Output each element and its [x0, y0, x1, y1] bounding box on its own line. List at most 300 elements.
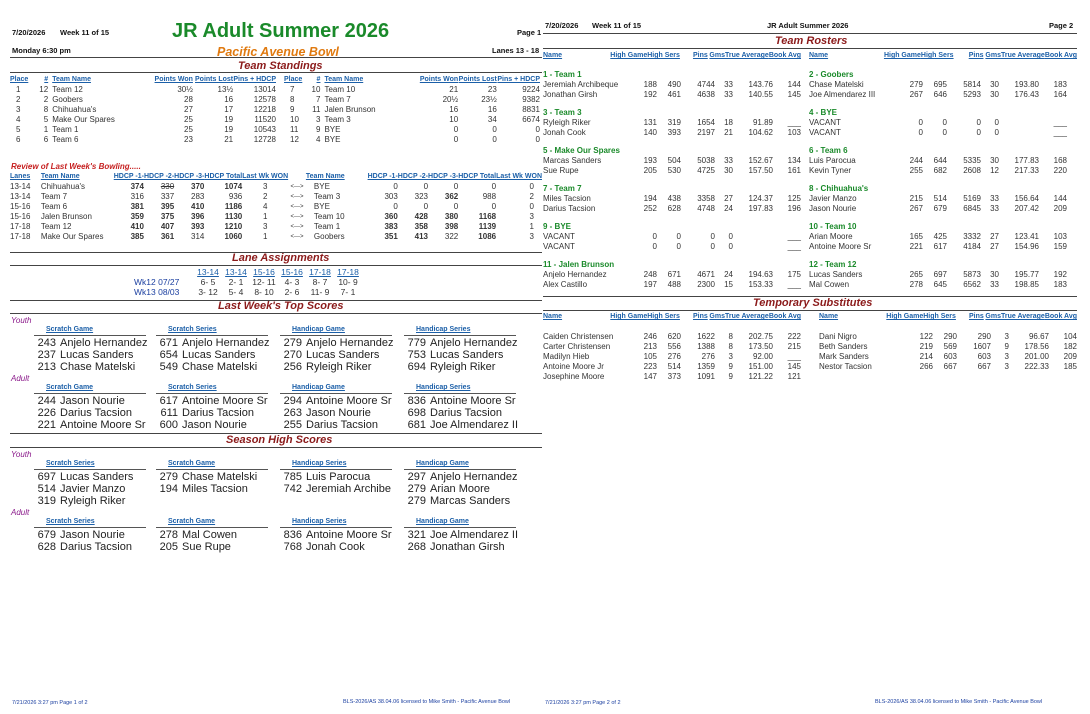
pins-cell: 2608: [963, 166, 981, 175]
score-value: 270: [283, 349, 302, 361]
pins-hdcp-cell: 10543: [253, 125, 276, 134]
place-cell: 11: [290, 125, 299, 134]
score-column-header: Scratch Game: [168, 460, 216, 467]
pins-cell: 1654: [697, 118, 715, 127]
games-cell: 30: [990, 80, 999, 89]
score-value: 697: [37, 471, 56, 483]
matchup-cell: 7- 1: [340, 287, 356, 297]
player-row: [809, 166, 1067, 176]
place-cell: 1: [16, 85, 21, 94]
pins-hdcp-cell: 9224: [522, 85, 540, 94]
team-number-cell: 11: [312, 105, 321, 114]
review-row: [10, 202, 542, 212]
opp-game-3-cell: 322: [444, 232, 459, 241]
player-name-cell: Carter Christensen: [543, 342, 611, 351]
roster-spacer: [809, 176, 1077, 184]
pins-hdcp-cell: 12218: [253, 105, 276, 114]
score-entry: [156, 407, 254, 419]
true-average-cell: 193.80: [1014, 80, 1039, 89]
standings-row: [10, 105, 276, 115]
youth-label: Youth: [11, 316, 32, 325]
true-average-cell: 104.62: [748, 128, 773, 137]
lanes-label: Lanes 13 - 18: [492, 46, 540, 55]
pins-cell: 4671: [697, 270, 715, 279]
lane-pair-header: 13-14: [225, 267, 247, 277]
high-series-cell: 514: [933, 194, 947, 203]
points-lost-cell: 19: [224, 125, 234, 134]
standings-title: Team Standings: [238, 60, 323, 72]
opp-game-2-cell: 428: [414, 212, 429, 221]
place-cell: 10: [290, 115, 299, 124]
true-average-cell: 207.42: [1014, 204, 1039, 213]
bowler-name: Ryleigh Riker: [306, 361, 372, 373]
score-value: 671: [159, 337, 178, 349]
player-name-cell: Madilyn Hieb: [543, 352, 590, 361]
col-lanes: Lanes: [10, 173, 31, 180]
roster-header-table: [543, 51, 801, 61]
true-average-cell: 96.67: [1028, 332, 1049, 341]
book-average-cell: 144: [787, 80, 801, 89]
score-value: 279: [159, 471, 178, 483]
true-average-cell: 197.83: [748, 204, 773, 213]
player-name-cell: Josephine Moore: [543, 372, 605, 381]
player-row: [809, 232, 1067, 242]
score-value: 779: [407, 337, 426, 349]
score-entry: [280, 337, 393, 349]
pins-cell: 0: [976, 128, 981, 137]
opp-game-2-cell: 0: [423, 182, 429, 191]
roster-spacer: [809, 100, 1077, 108]
pins-hdcp-cell: 12578: [253, 95, 276, 104]
score-column-header: Handicap Series: [292, 460, 347, 467]
pins-cell: 4748: [697, 204, 715, 213]
score-column-header: Handicap Game: [416, 518, 469, 525]
opp-game-3-cell: 398: [444, 222, 459, 231]
true-average-cell: 173.50: [748, 342, 773, 351]
roster-team-heading: 12 - Team 12: [809, 260, 857, 269]
roster-team-heading: 11 - Jalen Brunson: [543, 260, 615, 269]
bowler-name: Lucas Sanders: [430, 349, 504, 361]
games-cell: 18: [724, 118, 733, 127]
col-avg: True Average: [1000, 313, 1045, 320]
points-lost-cell: 0: [492, 135, 497, 144]
standings-row: [10, 95, 276, 105]
score-value: 617: [159, 395, 178, 407]
player-name-cell: Dani Nigro: [819, 332, 857, 341]
book-average-cell: ___: [787, 280, 801, 289]
col-hg: High Game: [610, 313, 648, 320]
total-cell: 1060: [224, 232, 243, 241]
true-average-cell: 157.50: [748, 166, 773, 175]
team-number-cell: 7: [316, 95, 321, 104]
game-1-cell: 381: [130, 202, 144, 211]
team-name-cell: Jalen Brunson: [40, 212, 92, 221]
true-average-cell: 123.41: [1014, 232, 1039, 241]
high-series-cell: 393: [667, 128, 681, 137]
col-won: Last Wk WON: [242, 173, 289, 180]
opp-game-3-cell: 0: [453, 202, 459, 211]
col-won: Points Won: [154, 76, 193, 83]
points-lost-cell: 23½: [481, 95, 497, 104]
col-book: Book Avg: [768, 52, 801, 59]
header-rule: [156, 393, 268, 394]
book-average-cell: 161: [787, 166, 801, 175]
opp-total-cell: 1086: [478, 232, 497, 241]
standings-row: [284, 135, 540, 145]
book-average-cell: 168: [1053, 156, 1067, 165]
book-average-cell: 125: [787, 194, 801, 203]
col-hg: High Game: [610, 52, 648, 59]
high-series-cell: 645: [933, 280, 947, 289]
pins-cell: 6845: [963, 204, 981, 213]
bowler-name: Jason Nourie: [182, 419, 247, 431]
score-entry: [156, 419, 247, 431]
pins-cell: 0: [710, 232, 715, 241]
col-hdcp: Pins + HDCP: [233, 76, 276, 83]
high-game-cell: 192: [643, 90, 657, 99]
col-g1: HDCP -1-: [367, 173, 398, 180]
score-entry: [280, 419, 378, 431]
score-column-header: Scratch Series: [168, 384, 217, 391]
pins-cell: 0: [976, 118, 981, 127]
games-cell: 27: [990, 242, 999, 251]
player-row: [809, 118, 1067, 128]
header-rule: [280, 335, 392, 336]
score-entry: [156, 337, 269, 349]
won-cell: 3: [262, 222, 268, 231]
col-lost: Points Lost: [458, 76, 497, 83]
review-row: [10, 212, 542, 222]
points-won-cell: 25: [184, 125, 193, 134]
team-name-cell: BYE: [324, 125, 341, 134]
roster-spacer: [543, 138, 801, 146]
score-value: 244: [37, 395, 56, 407]
rosters-title: Team Rosters: [775, 35, 848, 47]
opp-total-cell: 1168: [478, 212, 497, 221]
score-value: 256: [283, 361, 302, 373]
true-average-cell: 156.64: [1014, 194, 1039, 203]
true-average-cell: 195.77: [1014, 270, 1039, 279]
high-game-cell: 122: [919, 332, 933, 341]
league-title: JR Adult Summer 2026: [172, 20, 390, 42]
matchup-cell: 6- 5: [200, 277, 216, 287]
header-rule: [34, 469, 146, 470]
player-name-cell: Joe Almendarez III: [809, 90, 876, 99]
opp-game-1-cell: 360: [384, 212, 398, 221]
score-column-header: Scratch Game: [46, 384, 94, 391]
col-g3: HDCP -3-: [174, 173, 205, 180]
roster-team-table: [543, 232, 801, 252]
bowler-name: Lucas Sanders: [306, 349, 380, 361]
score-value: 194: [159, 483, 178, 495]
roster-spacer: [809, 214, 1077, 222]
game-3-cell: 396: [191, 212, 205, 221]
col-avg: True Average: [724, 52, 769, 59]
bowler-name: Darius Tacsion: [182, 407, 254, 419]
page-number: Page 2: [1049, 21, 1074, 30]
subs-title: Temporary Substitutes: [753, 297, 873, 309]
bowler-name: Darius Tacsion: [60, 407, 132, 419]
opp-won-cell: 1: [529, 222, 534, 231]
games-cell: 3: [1004, 352, 1009, 361]
score-value: 263: [283, 407, 302, 419]
game-3-cell: 393: [191, 222, 205, 231]
pins-hdcp-cell: 13014: [253, 85, 276, 94]
col-pins: Pins: [692, 313, 708, 320]
game-2-cell: 361: [160, 232, 175, 241]
player-row: [819, 352, 1077, 362]
book-average-cell: 145: [787, 90, 801, 99]
pins-cell: 276: [701, 352, 715, 361]
high-series-cell: 644: [933, 156, 947, 165]
bowler-name: Jonah Cook: [306, 541, 365, 553]
high-series-cell: 488: [667, 280, 681, 289]
score-entry: [404, 483, 490, 495]
bowler-name: Javier Manzo: [60, 483, 126, 495]
roster-team-heading: 3 - Team 3: [543, 108, 582, 117]
lanes-cell: 15-16: [10, 202, 31, 211]
opponent-name-cell: Team 1: [313, 222, 341, 231]
player-name-cell: Darius Tacsion: [543, 204, 596, 213]
score-value: 742: [283, 483, 302, 495]
total-cell: 1074: [224, 182, 243, 191]
book-average-cell: 175: [787, 270, 801, 279]
player-row: [543, 128, 801, 138]
true-average-cell: 177.83: [1014, 156, 1039, 165]
true-average-cell: 92.00: [752, 352, 773, 361]
standings-row: [10, 115, 276, 125]
high-game-cell: 0: [918, 118, 923, 127]
points-won-cell: 0: [453, 125, 459, 134]
roster-team-heading: 1 - Team 1: [543, 70, 582, 79]
score-entry: [34, 337, 147, 349]
true-average-cell: 152.67: [748, 156, 773, 165]
place-cell: 4: [16, 115, 21, 124]
pins-cell: 5335: [963, 156, 981, 165]
opp-won-cell: 0: [529, 182, 534, 191]
score-value: 611: [160, 407, 178, 419]
opp-total-cell: 0: [491, 202, 497, 211]
player-name-cell: Caiden Christensen: [543, 332, 614, 341]
score-entry: [280, 361, 371, 373]
score-entry: [280, 483, 391, 495]
team-name-cell: Team 6: [40, 202, 68, 211]
header-rule: [34, 335, 146, 336]
col-team: Team Name: [52, 76, 91, 83]
player-name-cell: Beth Sanders: [819, 342, 868, 351]
score-value: 237: [37, 349, 56, 361]
bowler-name: Chase Matelski: [182, 361, 258, 373]
score-entry: [280, 349, 379, 361]
player-name-cell: Mal Cowen: [809, 280, 850, 289]
player-row: [543, 242, 801, 252]
true-average-cell: 154.96: [1014, 242, 1039, 251]
score-value: 278: [159, 529, 178, 541]
high-series-cell: 671: [667, 270, 681, 279]
footer-right: BLS-2026/AS 38.04.06 licensed to Mike Smith - Pacific Avenue Bowl: [343, 699, 511, 705]
week-date-label: Wk12 07/27: [134, 277, 180, 287]
col-pins: Pins: [968, 52, 984, 59]
versus-arrow: <--->: [290, 194, 304, 200]
bowler-name: Joe Almendarez II: [430, 529, 519, 541]
team-name-cell: Make Our Spares: [40, 232, 104, 241]
opponent-name-cell: Goobers: [313, 232, 345, 241]
score-column-header: Scratch Series: [168, 326, 217, 333]
roster-header-table: [543, 312, 801, 322]
high-game-cell: 215: [909, 194, 923, 203]
review-title: Review of Last Week's Bowling.....: [11, 162, 141, 171]
high-game-cell: 147: [643, 372, 657, 381]
player-name-cell: Ryleigh Riker: [543, 118, 591, 127]
opp-won-cell: 3: [529, 232, 534, 241]
game-3-cell: 314: [191, 232, 205, 241]
high-series-cell: 373: [667, 372, 681, 381]
standings-row: [10, 125, 276, 135]
high-series-cell: 679: [933, 204, 947, 213]
player-name-cell: Jonathan Girsh: [543, 90, 598, 99]
player-row: [543, 372, 801, 382]
opponent-name-cell: Team 10: [313, 212, 345, 221]
true-average-cell: [733, 232, 773, 242]
lane-row: [134, 277, 362, 287]
opp-game-1-cell: 303: [384, 192, 398, 201]
col-book: Book Avg: [1044, 52, 1077, 59]
pins-cell: 4744: [697, 80, 715, 89]
player-name-cell: VACANT: [543, 232, 575, 241]
team-name-cell: Goobers: [52, 95, 83, 104]
col-g3: HDCP -3-: [428, 173, 459, 180]
points-lost-cell: 23: [487, 85, 497, 94]
high-series-cell: 0: [676, 242, 681, 251]
score-entry: [404, 541, 505, 553]
high-series-cell: 682: [933, 166, 947, 175]
book-average-cell: 192: [1053, 270, 1067, 279]
opp-total-cell: 0: [491, 182, 497, 191]
col-won: Points Won: [419, 76, 459, 83]
bowler-name: Anjelo Hernandez: [182, 337, 270, 349]
high-series-cell: 530: [667, 166, 681, 175]
high-series-cell: 461: [667, 90, 681, 99]
score-entry: [34, 483, 125, 495]
opp-game-1-cell: 0: [393, 202, 398, 211]
bowler-name: Jason Nourie: [306, 407, 371, 419]
player-name-cell: VACANT: [809, 118, 841, 127]
player-row: [809, 204, 1067, 214]
true-average-cell: 176.43: [1014, 90, 1039, 99]
roster-header-table: [809, 51, 1077, 61]
place-cell: 8: [290, 95, 295, 104]
opp-game-2-cell: 0: [423, 202, 429, 211]
header-rule: [156, 469, 268, 470]
book-average-cell: ___: [787, 232, 801, 241]
points-lost-cell: 16: [487, 105, 497, 114]
book-average-cell: ___: [787, 242, 801, 251]
pins-hdcp-cell: 9382: [522, 95, 540, 104]
header-rule: [34, 393, 146, 394]
games-cell: 3: [1004, 362, 1009, 371]
points-lost-cell: 21: [224, 135, 234, 144]
lane-pair-header: 15-16: [253, 267, 275, 277]
score-value: 768: [283, 541, 302, 553]
versus-arrow: <--->: [290, 234, 304, 240]
score-value: 226: [37, 407, 56, 419]
place-cell: 5: [16, 125, 21, 134]
score-value: 654: [159, 349, 178, 361]
col-avg: True Average: [1000, 52, 1045, 59]
roster-team-heading: 7 - Team 7: [543, 184, 582, 193]
col-gms: Gms: [709, 52, 725, 59]
review-table: [10, 172, 542, 242]
bowler-name: Darius Tacsion: [430, 407, 502, 419]
col-total: HDCP Total: [204, 173, 243, 180]
bowler-name: Arian Moore: [430, 483, 490, 495]
game-3-cell: 283: [191, 192, 205, 201]
high-series-cell: 569: [943, 342, 957, 351]
footer-right: BLS-2026/AS 38.04.06 licensed to Mike Smith - Pacific Avenue Bowl: [875, 699, 1043, 705]
header-rule: [280, 469, 392, 470]
points-lost-cell: 16: [224, 95, 234, 104]
true-average-cell: 217.33: [1014, 166, 1039, 175]
week-label: Week 11 of 15: [60, 28, 110, 37]
true-average-cell: 201.00: [1024, 352, 1049, 361]
roster-team-heading: 9 - BYE: [543, 222, 572, 231]
team-name-cell: Team 7: [324, 95, 351, 104]
book-average-cell: 164: [1053, 90, 1067, 99]
player-name-cell: VACANT: [809, 128, 841, 137]
true-average-cell: 178.56: [1024, 342, 1049, 351]
pins-hdcp-cell: 11520: [254, 115, 276, 124]
player-row: [809, 242, 1067, 252]
col-hs: High Sers: [647, 313, 680, 320]
score-value: 319: [37, 495, 56, 507]
col-team: Team Name: [305, 173, 345, 180]
true-average-cell: 202.75: [748, 332, 773, 341]
lanes-cell: 13-14: [10, 182, 31, 191]
header-rule: [156, 527, 268, 528]
top-scores-title: Last Week's Top Scores: [218, 300, 344, 312]
score-value: 785: [283, 471, 302, 483]
review-row: [10, 232, 542, 242]
player-name-cell: Nestor Tacsion: [819, 362, 872, 371]
games-cell: 12: [990, 166, 999, 175]
score-entry: [34, 395, 125, 407]
header-rule: [404, 469, 516, 470]
high-game-cell: 266: [919, 362, 933, 371]
bowler-name: Lucas Sanders: [60, 349, 134, 361]
matchup-cell: 3- 12: [198, 287, 218, 297]
high-game-cell: 246: [643, 332, 657, 341]
place-cell: 12: [290, 135, 299, 144]
book-average-cell: 196: [787, 204, 801, 213]
score-entry: [156, 483, 248, 495]
games-cell: 33: [724, 156, 733, 165]
high-game-cell: 223: [643, 362, 657, 371]
standings-row: [284, 95, 540, 105]
col-hg: High Game: [883, 52, 921, 59]
games-cell: 3: [728, 352, 733, 361]
book-average-cell: 103: [787, 128, 801, 137]
true-average-cell: [999, 128, 1039, 138]
bowler-name: Darius Tacsion: [306, 419, 378, 431]
col-name: Name: [543, 52, 563, 59]
bowler-name: Anjelo Hernandez: [60, 337, 148, 349]
high-game-cell: 197: [643, 280, 657, 289]
roster-team-table: [543, 270, 801, 290]
roster-team-table: [543, 156, 801, 176]
matchup-cell: 10- 9: [338, 277, 358, 287]
games-cell: 15: [724, 280, 733, 289]
col-place: Place: [284, 76, 303, 83]
